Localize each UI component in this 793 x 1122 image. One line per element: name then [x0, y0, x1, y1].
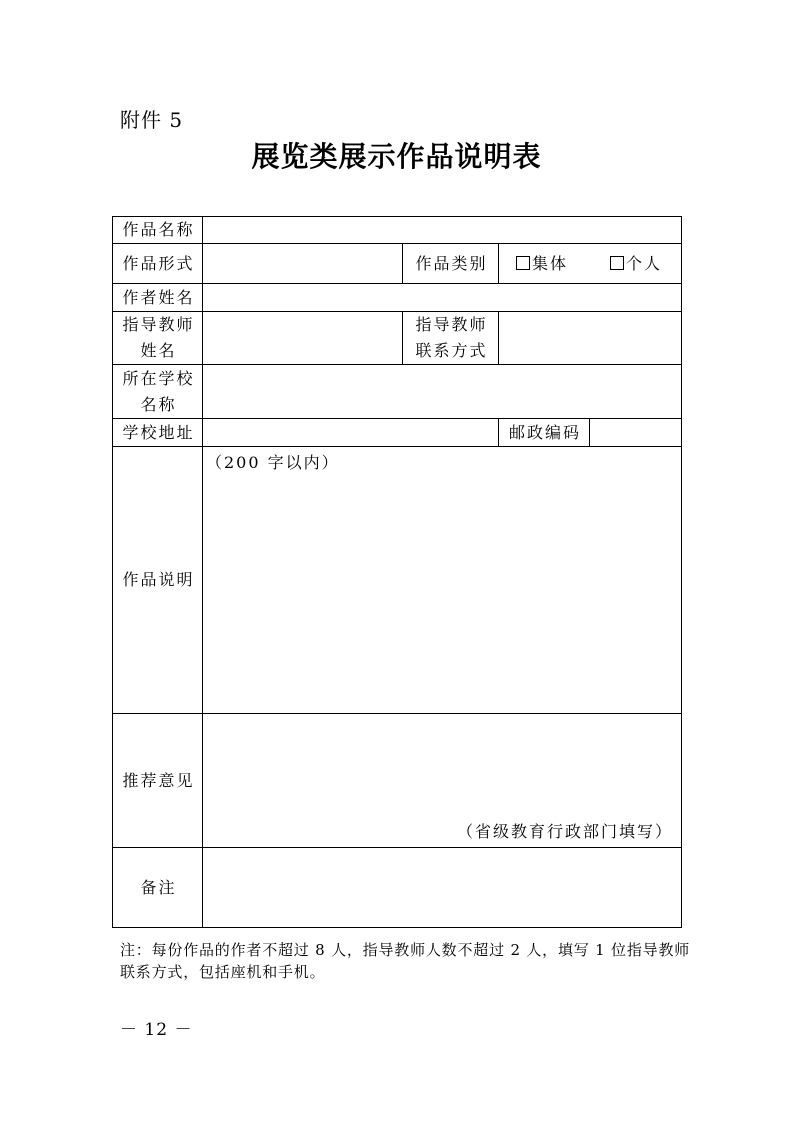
work-category-label: 作品类别 [403, 244, 499, 284]
option-individual[interactable] [610, 251, 662, 277]
work-category-options [499, 244, 682, 284]
recommendation-field[interactable] [203, 714, 682, 848]
footnote [120, 939, 690, 983]
remarks-label: 备注 [113, 848, 203, 928]
footnote-line2: 联系方式，包括座机和手机。 [120, 963, 326, 981]
advisor-contact-label [403, 312, 499, 365]
row-advisor [113, 312, 682, 365]
form-title: 展览类展示作品说明表 [251, 140, 542, 173]
row-work-form [113, 244, 682, 284]
school-name-label-line2: 名称 [140, 394, 177, 414]
advisor-name-label-line1: 指导教师 [122, 315, 195, 334]
row-remarks [113, 848, 682, 928]
page-number: － 12 － [120, 1020, 193, 1040]
row-school-name [113, 365, 682, 419]
school-address-label: 学校地址 [113, 419, 203, 447]
work-description-hint: （200 字以内） [206, 453, 340, 472]
advisor-contact-field[interactable] [499, 312, 682, 365]
work-form-label: 作品形式 [113, 244, 203, 284]
row-author-name [113, 284, 682, 312]
school-address-field[interactable] [203, 419, 499, 447]
advisor-name-label-line2: 姓名 [140, 341, 177, 360]
school-name-label-line1: 所在学校 [122, 368, 195, 388]
work-form-field[interactable] [203, 244, 403, 284]
option-individual-label: 个人 [626, 253, 663, 273]
advisor-contact-label-line2: 联系方式 [415, 341, 488, 360]
option-group[interactable] [516, 251, 610, 277]
school-name-field[interactable] [203, 365, 682, 419]
recommendation-hint: （省级教育行政部门填写） [456, 822, 673, 841]
advisor-name-label [113, 312, 203, 365]
checkbox-icon[interactable] [610, 256, 624, 270]
work-description-label: 作品说明 [113, 447, 203, 714]
advisor-name-field[interactable] [203, 312, 403, 365]
author-name-field[interactable] [203, 284, 682, 312]
recommendation-label: 推荐意见 [113, 714, 203, 848]
checkbox-icon[interactable] [516, 256, 530, 270]
work-description-field[interactable] [203, 447, 682, 714]
postal-code-field[interactable] [590, 419, 682, 447]
footnote-line1: 注：每份作品的作者不超过 8 人，指导教师人数不超过 2 人，填写 1 位指导教师 [120, 941, 691, 959]
row-recommendation [113, 714, 682, 848]
work-name-label: 作品名称 [113, 217, 203, 244]
work-name-field[interactable] [203, 217, 682, 244]
option-group-label: 集体 [532, 253, 569, 273]
school-name-label [113, 365, 203, 419]
author-name-label: 作者姓名 [113, 284, 203, 312]
row-work-name [113, 217, 682, 244]
postal-code-label: 邮政编码 [499, 419, 590, 447]
remarks-field[interactable] [203, 848, 682, 928]
advisor-contact-label-line1: 指导教师 [415, 315, 488, 334]
exhibit-description-form [112, 216, 682, 928]
row-school-address [113, 419, 682, 447]
row-work-description [113, 447, 682, 714]
attachment-label: 附件 5 [120, 108, 184, 132]
